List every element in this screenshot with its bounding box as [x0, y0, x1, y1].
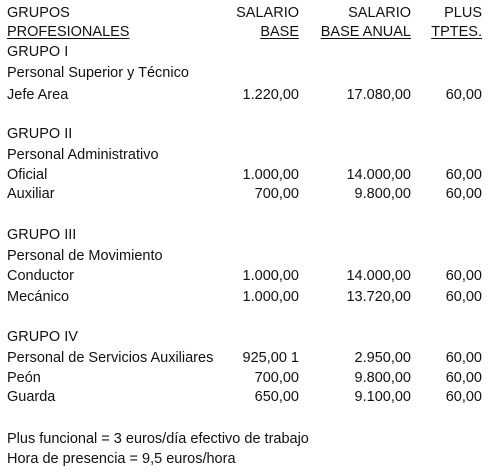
row-category: Personal de Servicios Auxiliares	[7, 350, 214, 366]
row-category: Guarda	[7, 389, 56, 405]
row-salario-base: 700,00	[254, 370, 299, 386]
header-base-anual: BASE ANUAL	[320, 24, 411, 40]
group-title: GRUPO IV	[7, 329, 78, 345]
header-salario: SALARIO	[236, 5, 299, 21]
group-title: GRUPO I	[7, 44, 69, 60]
row-salario-base: 1.000,00	[242, 268, 299, 284]
row-plus-tptes: 60,00	[445, 370, 482, 386]
group-subtitle: Personal Administrativo	[7, 147, 159, 163]
row-salario-base-anual: 9.800,00	[354, 370, 411, 386]
group-subtitle: Personal de Movimiento	[7, 248, 163, 264]
note-plus-funcional: Plus funcional = 3 euros/día efectivo de trabajo	[7, 431, 309, 447]
row-plus-tptes: 60,00	[445, 268, 482, 284]
row-salario-base-anual: 14.000,00	[346, 167, 411, 183]
row-salario-base: 925,00 1	[242, 350, 299, 366]
row-category: Auxiliar	[7, 186, 55, 202]
group-subtitle: Personal Superior y Técnico	[7, 65, 189, 81]
row-plus-tptes: 60,00	[445, 350, 482, 366]
header-salario-anual: SALARIO	[348, 5, 411, 21]
row-category: Oficial	[7, 167, 48, 183]
header-profesionales: PROFESIONALES	[7, 24, 130, 40]
note-hora-presencia: Hora de presencia = 9,5 euros/hora	[7, 451, 236, 467]
row-salario-base-anual: 13.720,00	[346, 289, 411, 305]
row-salario-base-anual: 9.800,00	[354, 186, 411, 202]
row-plus-tptes: 60,00	[445, 87, 482, 103]
header-tptes: TPTES.	[431, 24, 482, 40]
header-grupos: GRUPOS	[7, 5, 70, 21]
row-salario-base-anual: 17.080,00	[346, 87, 411, 103]
row-salario-base: 700,00	[254, 186, 299, 202]
row-plus-tptes: 60,00	[445, 389, 482, 405]
row-salario-base: 1.220,00	[242, 87, 299, 103]
row-salario-base: 1.000,00	[242, 167, 299, 183]
row-category: Peón	[7, 370, 41, 386]
row-salario-base: 650,00	[254, 389, 299, 405]
row-plus-tptes: 60,00	[445, 167, 482, 183]
row-salario-base-anual: 2.950,00	[354, 350, 411, 366]
row-plus-tptes: 60,00	[445, 289, 482, 305]
row-salario-base: 1.000,00	[242, 289, 299, 305]
row-plus-tptes: 60,00	[445, 186, 482, 202]
row-category: Jefe Area	[7, 87, 69, 103]
header-plus: PLUS	[444, 5, 482, 21]
row-category: Conductor	[7, 268, 74, 284]
row-salario-base-anual: 9.100,00	[354, 389, 411, 405]
row-category: Mecánico	[7, 289, 70, 305]
group-title: GRUPO III	[7, 227, 77, 243]
header-base: BASE	[260, 24, 299, 40]
row-salario-base-anual: 14.000,00	[346, 268, 411, 284]
group-title: GRUPO II	[7, 126, 73, 142]
